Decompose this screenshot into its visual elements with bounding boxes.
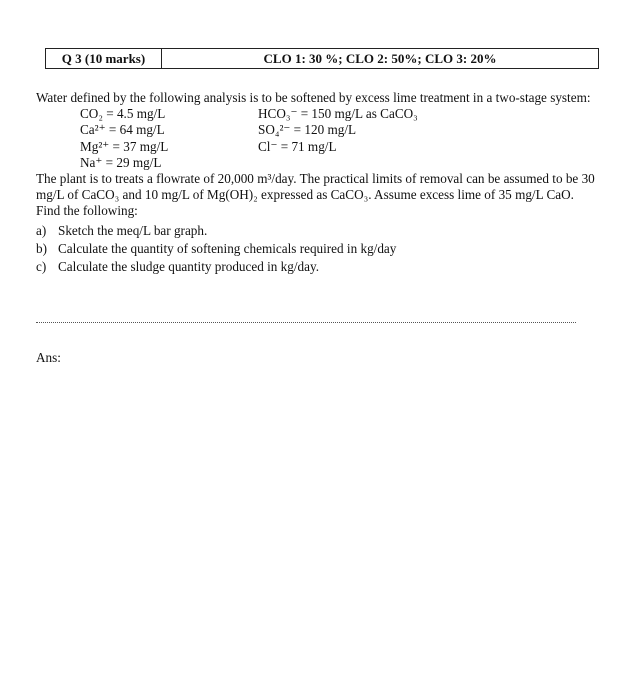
task-item (36, 223, 596, 239)
analysis-hco3: HCO₃⁻ = 150 mg/L as CaCO₃ (258, 106, 418, 122)
question-body (36, 90, 596, 277)
task-marker: c) (36, 259, 47, 275)
analysis-co2: CO₂ = 4.5 mg/L (80, 106, 166, 122)
analysis-mg: Mg²⁺ = 37 mg/L (80, 138, 169, 154)
task-text: Calculate the sludge quantity produced in kg/day. (58, 259, 319, 275)
task-marker: a) (36, 222, 47, 238)
answer-label: Ans: (36, 350, 61, 365)
analysis-na: Na⁺ = 29 mg/L (80, 154, 162, 170)
task-marker: b) (36, 240, 47, 256)
task-text: Sketch the meq/L bar graph. (58, 222, 208, 238)
task-item (36, 259, 596, 275)
task-item (36, 241, 596, 257)
analysis-empty (258, 155, 596, 171)
intro-text: Water defined by the following analysis is to be softened by excess lime treatment in a two-stage system: (36, 90, 591, 105)
question-header-table (45, 48, 599, 69)
problem-statement: The plant is to treats a flowrate of 20,000 m³/day. The practical limits of removal can be assumed to be 30 mg/L of CaCO₃ and 10 mg/L of Mg(OH)₂ expressed as CaCO₃. Assume excess lime of 35 mg/L CaO. Find the following: (36, 171, 595, 219)
analysis-so4: SO₄²⁻ = 120 mg/L (258, 122, 357, 138)
analysis-ca: Ca²⁺ = 64 mg/L (80, 122, 165, 138)
water-analysis (80, 106, 596, 171)
clo-weights: CLO 1: 30 %; CLO 2: 50%; CLO 3: 20% (263, 50, 497, 66)
dotted-separator (36, 322, 576, 323)
analysis-cl: Cl⁻ = 71 mg/L (258, 138, 337, 154)
task-list (36, 223, 596, 276)
question-number: Q 3 (10 marks) (46, 49, 162, 68)
task-text: Calculate the quantity of softening chemicals required in kg/day (58, 240, 397, 256)
